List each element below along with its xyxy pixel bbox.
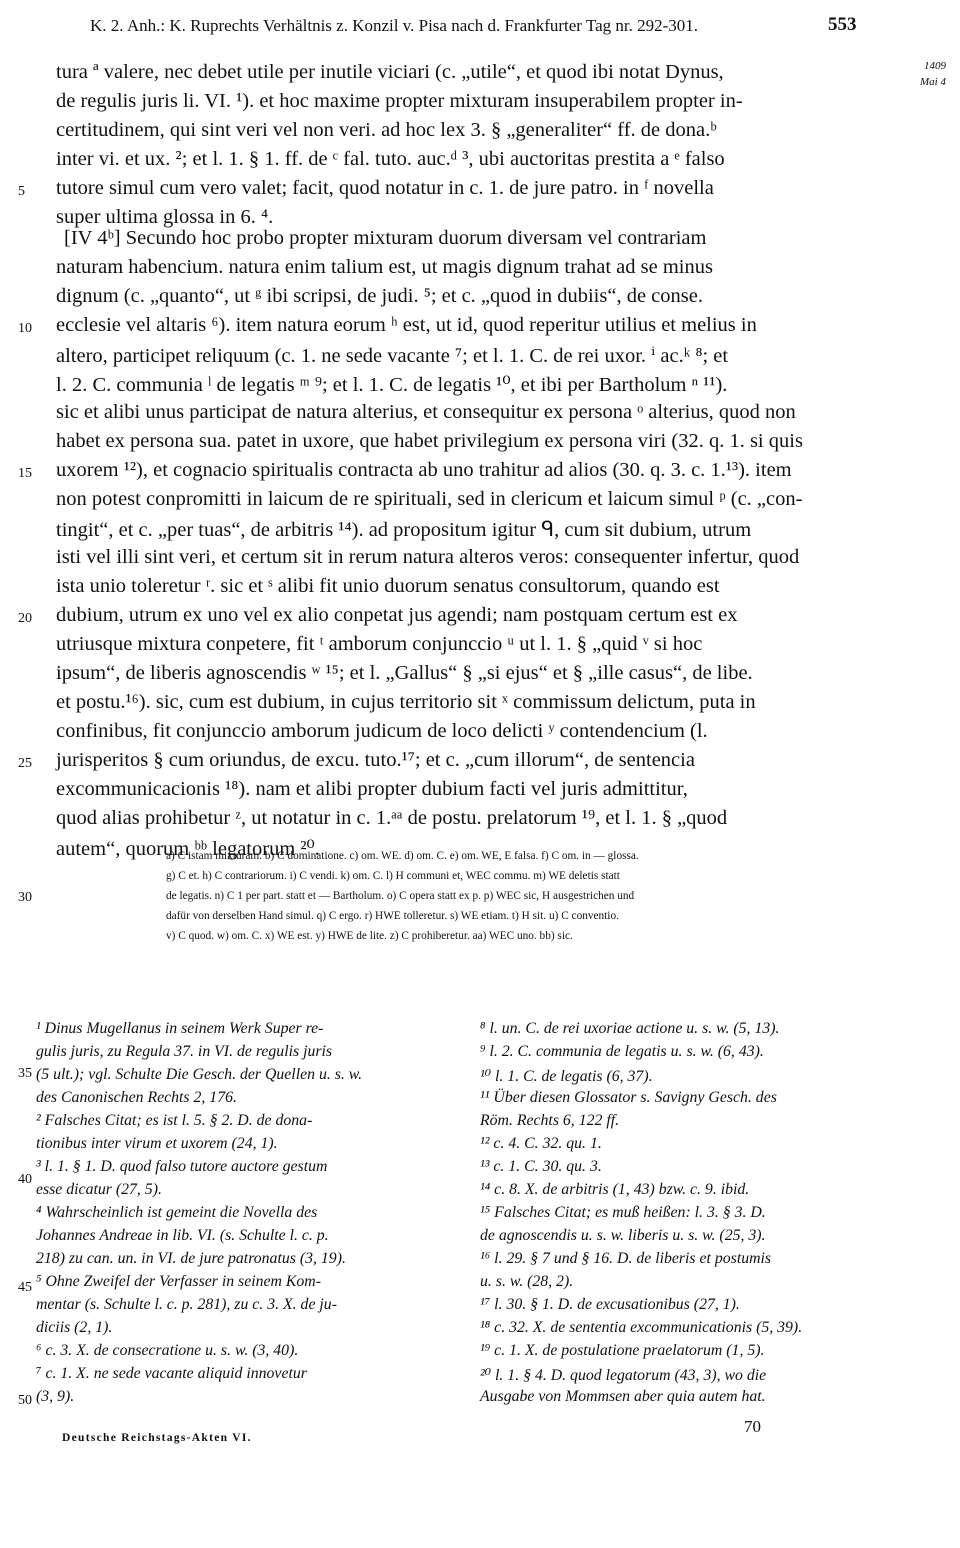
line-number: 15	[18, 466, 32, 481]
footnote-line: diciis (2, 1).	[36, 1319, 113, 1336]
text-line: et postu.¹⁶). sic, cum est dubium, in cujus territorio sit ˣ commissum delictum, puta in	[56, 691, 756, 713]
line-number: 10	[18, 321, 32, 336]
footnote-line: Ausgabe von Mommsen aber quia autem hat.	[480, 1388, 766, 1405]
footnote-line: ¹⁵ Falsches Citat; es muß heißen: l. 3. § 3. D.	[480, 1204, 766, 1221]
text-line: ista unio toleretur ʳ. sic et ˢ alibi fit unio duorum senatus consultorum, quando est	[56, 575, 720, 597]
text-line: l. 2. C. communia ˡ de legatis ᵐ ⁹; et l. 1. C. de legatis ¹⁰, et ibi per Bartholum ⁿ ¹¹).	[56, 374, 728, 396]
text-line: dignum (c. „quanto“, ut ᵍ ibi scripsi, de judi. ⁵; et c. „quod in dubiis“, de conse.	[56, 285, 703, 307]
footnote-line: ¹² c. 4. C. 32. qu. 1.	[480, 1135, 602, 1152]
text-line: isti vel illi sint veri, et certum sit in rerum natura alteros veros: consequenter infertur, quod	[56, 546, 800, 568]
footnote-line: ³ l. 1. § 1. D. quod falso tutore auctore gestum	[36, 1158, 328, 1175]
margin-day: Mai 4	[920, 76, 946, 88]
footnote-line: Röm. Rechts 6, 122 ff.	[480, 1112, 620, 1129]
page-number: 553	[828, 14, 857, 35]
text-line: [IV 4ᵇ] Secundo hoc probo propter mixturam duorum diversam vel contrariam	[64, 227, 707, 249]
apparatus-line: v) C quod. w) om. C. x) WE est. y) HWE de lite. z) C prohiberetur. aa) WEC uno. bb) sic.	[166, 930, 573, 942]
footnote-line: ¹ Dinus Mugellanus in seinem Werk Super re-	[36, 1020, 324, 1037]
footnote-line: ² Falsches Citat; es ist l. 5. § 2. D. de dona-	[36, 1112, 313, 1129]
apparatus-line: g) C et. h) C contrariorum. i) C vendi. k) om. C. l) H communi et, WEC commu. m) WE deletis statt	[166, 870, 620, 882]
text-line: non potest conpromitti in laicum de re spirituali, sed in clericum et laicum simul ᵖ (c. „con-	[56, 488, 803, 510]
text-line: tutore simul cum vero valet; facit, quod notatur in c. 1. de jure patro. in ᶠ novella	[56, 177, 714, 199]
line-number: 30	[18, 890, 32, 905]
footnote-line: de agnoscendis u. s. w. liberis u. s. w. (25, 3).	[480, 1227, 766, 1244]
footnote-line: (3, 9).	[36, 1388, 75, 1405]
footnote-line: ¹³ c. 1. C. 30. qu. 3.	[480, 1158, 602, 1175]
apparatus-line: dafür von derselben Hand simul. q) C ergo. r) HWE tolleretur. s) WE etiam. t) H sit. u) C conventio.	[166, 910, 619, 922]
apparatus-line: de legatis. n) C 1 per part. statt et — Bartholum. o) C opera statt ex p. p) WEC sic, H ausgestrichen und	[166, 890, 635, 902]
text-line: super ultima glossa in 6. ⁴.	[56, 206, 274, 228]
footnote-line: ¹¹ Über diesen Glossator s. Savigny Gesch. des	[480, 1089, 777, 1106]
footnote-line: 218) zu can. un. in VI. de jure patronatus (3, 19).	[36, 1250, 346, 1267]
text-line: uxorem ¹²), et cognacio spiritualis contracta ab uno trahitur ad alios (30. q. 3. c. 1.¹³). item	[56, 459, 792, 481]
text-line: ecclesie vel altaris ⁶). item natura eorum ʰ est, ut id, quod reperitur utilius et melius in	[56, 314, 757, 336]
footnote-line: u. s. w. (28, 2).	[480, 1273, 574, 1290]
signature-number: 70	[744, 1417, 761, 1436]
text-line: habet ex persona sua. patet in uxore, que habet privilegium ex persona viri (32. q. 1. si quis	[56, 430, 803, 452]
line-number: 5	[18, 184, 25, 199]
footnote-line: (5 ult.); vgl. Schulte Die Gesch. der Quellen u. s. w.	[36, 1066, 363, 1083]
footnote-line: gulis juris, zu Regula 37. in VI. de regulis juris	[36, 1043, 333, 1060]
footnote-line: tionibus inter virum et uxorem (24, 1).	[36, 1135, 278, 1152]
line-number: 50	[18, 1393, 32, 1408]
footnote-line: ⁴ Wahrscheinlich ist gemeint die Novella des	[36, 1204, 318, 1221]
text-line: naturam habencium. natura enim talium est, ut magis dignum trahat ad se minus	[56, 256, 713, 278]
footnote-line: ¹⁴ c. 8. X. de arbitris (1, 43) bzw. c. 9. ibid.	[480, 1181, 750, 1198]
apparatus-line: a) C istam mixturam. b) C dominatione. c) om. WE. d) om. C. e) om. WE, E falsa. f) C om. in — glossa.	[166, 850, 639, 862]
line-number: 20	[18, 611, 32, 626]
footnote-line: Johannes Andreae in lib. VI. (s. Schulte l. c. p.	[36, 1227, 329, 1244]
line-number: 35	[18, 1066, 32, 1081]
text-line: confinibus, fit conjunccio amborum judicum de loco delicti ʸ contendencium (l.	[56, 720, 708, 742]
text-line: ipsum“, de liberis agnoscendis ʷ ¹⁵; et l. „Gallus“ § „si ejus“ et § „ille casus“, de libe.	[56, 662, 753, 684]
text-line: jurisperitos § cum oriundus, de excu. tuto.¹⁷; et c. „cum illorum“, de sentencia	[56, 749, 695, 771]
footnote-line: ⁵ Ohne Zweifel der Verfasser in seinem Kom-	[36, 1273, 321, 1290]
text-line: excommunicacionis ¹⁸). nam et alibi propter dubium facti vel juris admittitur,	[56, 778, 688, 800]
footnote-line: ¹⁶ l. 29. § 7 und § 16. D. de liberis et postumis	[480, 1250, 772, 1267]
footnote-line: des Canonischen Rechts 2, 176.	[36, 1089, 237, 1106]
footnote-line: ⁹ l. 2. C. communia de legatis u. s. w. (6, 43).	[480, 1043, 764, 1060]
line-number: 25	[18, 756, 32, 771]
footnote-line: esse dicatur (27, 5).	[36, 1181, 162, 1198]
footnote-line: ⁶ c. 3. X. de consecratione u. s. w. (3, 40).	[36, 1342, 299, 1359]
text-line: autem“, quorum ᵇᵇ legatorum ²⁰.	[56, 838, 320, 860]
footnote-line: ⁷ c. 1. X. ne sede vacante aliquid innovetur	[36, 1365, 307, 1382]
text-line: tura ª valere, nec debet utile per inutile viciari (c. „utile“, et quod ibi notat Dynus,	[56, 61, 724, 83]
text-line: quod alias prohibetur ᶻ, ut notatur in c. 1.ᵃᵃ de postu. prelatorum ¹⁹, et l. 1. § „quod	[56, 807, 728, 829]
text-line: dubium, utrum ex uno vel ex alio conpetat jus agendi; nam postquam certum est ex	[56, 604, 738, 626]
footnote-line: ²⁰ l. 1. § 4. D. quod legatorum (43, 3), wo die	[480, 1367, 767, 1384]
text-line: sic et alibi unus participat de natura alterius, et consequitur ex persona ᵒ alterius, quod non	[56, 401, 796, 423]
footnote-line: ¹⁷ l. 30. § 1. D. de excusationibus (27, 1).	[480, 1296, 740, 1313]
text-line: inter vi. et ux. ²; et l. 1. § 1. ff. de ᶜ fal. tuto. auc.ᵈ ³, ubi auctoritas prestita a ᵉ falso	[56, 148, 725, 170]
text-line: altero, participet reliquum (c. 1. ne sede vacante ⁷; et l. 1. C. de rei uxor. ⁱ ac.ᵏ ⁸; et	[56, 345, 729, 367]
text-line: tingit“, et c. „per tuas“, de arbitris ¹⁴). ad propositum igitur ᑫ, cum sit dubium, utrum	[56, 519, 752, 541]
text-line: certitudinem, qui sint veri vel non veri. ad hoc lex 3. § „generaliter“ ff. de dona.ᵇ	[56, 119, 717, 141]
line-number: 40	[18, 1172, 32, 1187]
text-line: de regulis juris li. VI. ¹). et hoc maxime propter mixturam insuperabilem propter in-	[56, 90, 743, 112]
footnote-line: ¹⁹ c. 1. X. de postulatione praelatorum (1, 5).	[480, 1342, 765, 1359]
printer-signature: Deutsche Reichstags-Akten VI.	[62, 1432, 252, 1444]
text-line: utriusque mixtura conpetere, fit ᵗ amborum conjunccio ᵘ ut l. 1. § „quid ᵛ si hoc	[56, 633, 703, 655]
footnote-line: ¹⁸ c. 32. X. de sententia excommunicationis (5, 39).	[480, 1319, 803, 1336]
running-head: K. 2. Anh.: K. Ruprechts Verhältnis z. Konzil v. Pisa nach d. Frankfurter Tag nr. 292-301.	[90, 16, 699, 35]
line-number: 45	[18, 1280, 32, 1295]
footnote-line: mentar (s. Schulte l. c. p. 281), zu c. 3. X. de ju-	[36, 1296, 337, 1313]
margin-year: 1409	[924, 60, 946, 72]
footnote-line: ⁸ l. un. C. de rei uxoriae actione u. s. w. (5, 13).	[480, 1020, 780, 1037]
footnote-line: ¹⁰ l. 1. C. de legatis (6, 37).	[480, 1068, 653, 1085]
